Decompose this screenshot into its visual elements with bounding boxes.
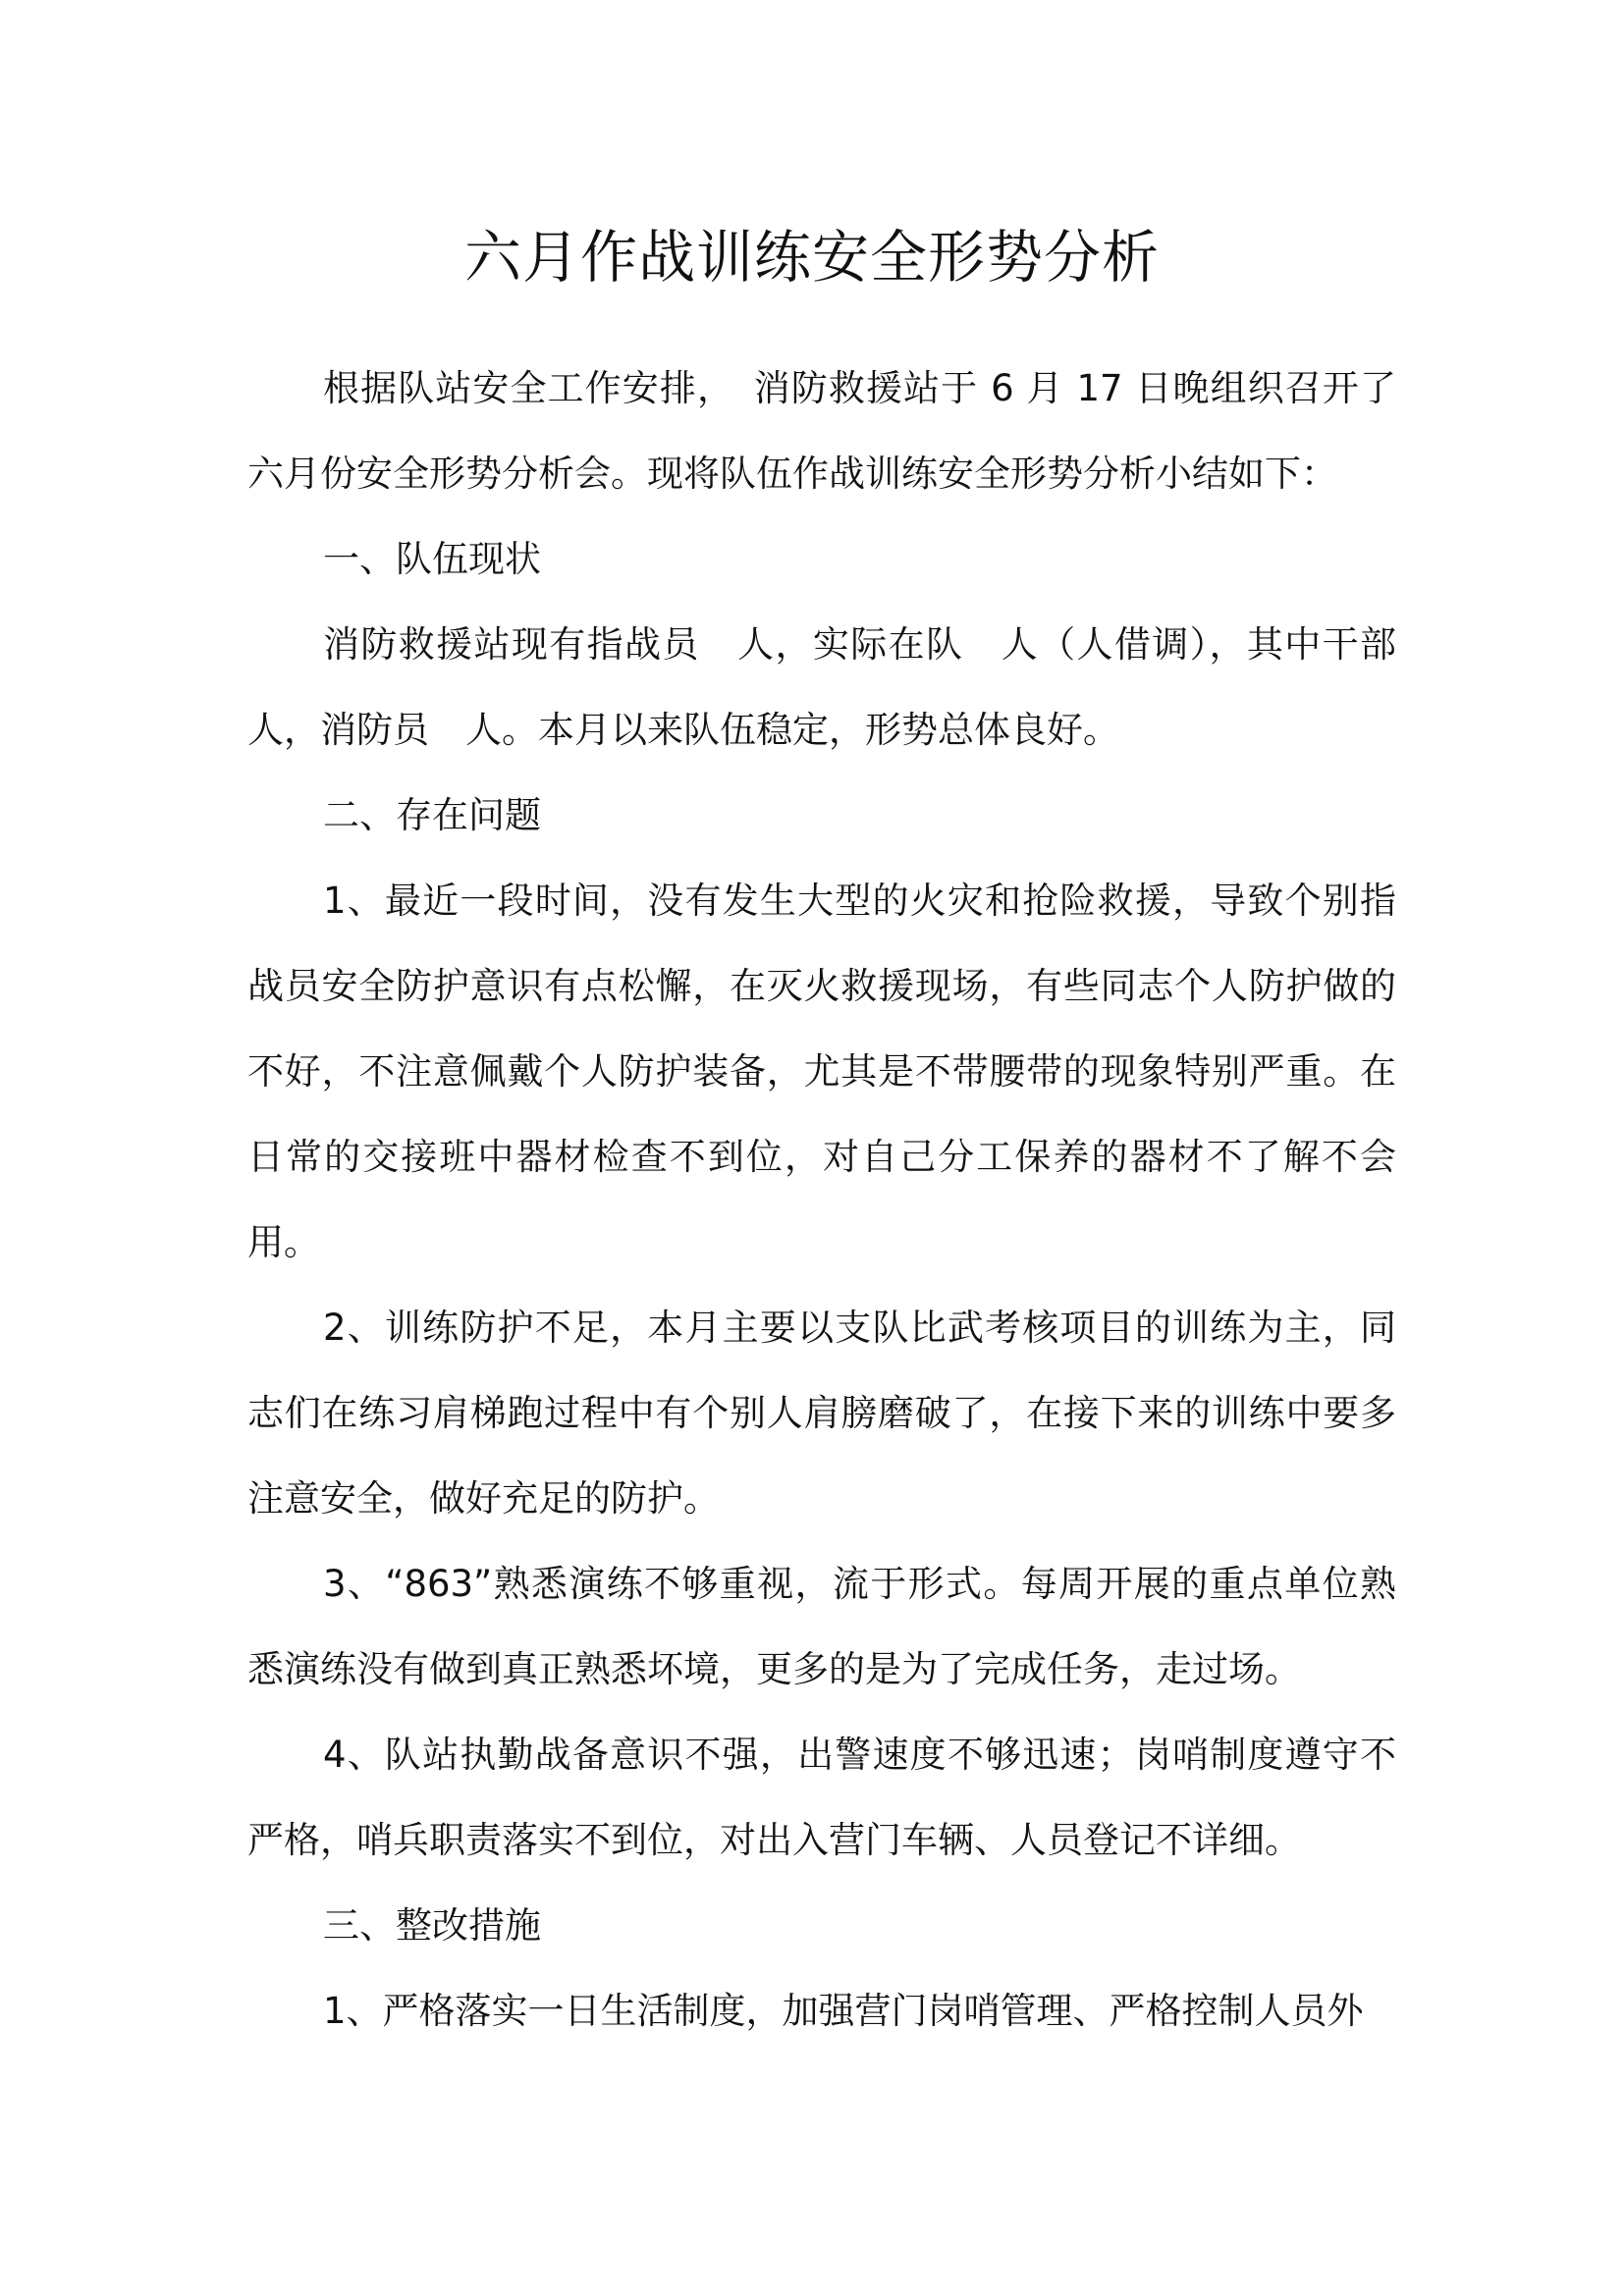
intro-paragraph: 根据队站安全工作安排， 消防救援站于 6 月 17 日晚组织召开了六月份安全形势分析会。现将队伍作战训练安全形势分析小结如下： <box>247 367 1396 495</box>
team-status-paragraph: 消防救援站现有指战员 人，实际在队 人（人借调），其中干部 人，消防员 人。本月以来队伍稳定，形势总体良好。 <box>247 623 1433 751</box>
document-body <box>247 346 1433 2054</box>
document-title: 六月作战训练安全形势分析 <box>463 224 1160 291</box>
problem-item-1: 1、最近一段时间，没有发生大型的火灾和抢险救援，导致个别指战员安全防护意识有点松懈，在灭火救援现场，有些同志个人防护做的不好，不注意佩戴个人防护装备，尤其是不带腰带的现象特别严重。在日常的交接班中器材检查不到位，对自己分工保养的器材不了解不会用。 <box>247 880 1396 1263</box>
section-heading-problems: 二、存在问题 <box>323 794 541 836</box>
problem-item-4: 4、队站执勤战备意识不强，出警速度不够迅速；岗哨制度遵守不严格，哨兵职责落实不到位，对出入营门车辆、人员登记不详细。 <box>247 1734 1396 1861</box>
problem-item-3: 3、“863”熟悉演练不够重视，流于形式。每周开展的重点单位熟悉演练没有做到真正熟悉坏境，更多的是为了完成任务，走过场。 <box>247 1563 1396 1690</box>
section-heading-team-status: 一、队伍现状 <box>323 538 541 580</box>
measure-item-1: 1、严格落实一日生活制度，加强营门岗哨管理、严格控制人员外 <box>323 1990 1364 2032</box>
section-heading-measures: 三、整改措施 <box>323 1904 541 1947</box>
problem-item-2: 2、训练防护不足，本月主要以支队比武考核项目的训练为主，同志们在练习肩梯跑过程中有个别人肩膀磨破了，在接下来的训练中要多注意安全，做好充足的防护。 <box>247 1307 1396 1520</box>
